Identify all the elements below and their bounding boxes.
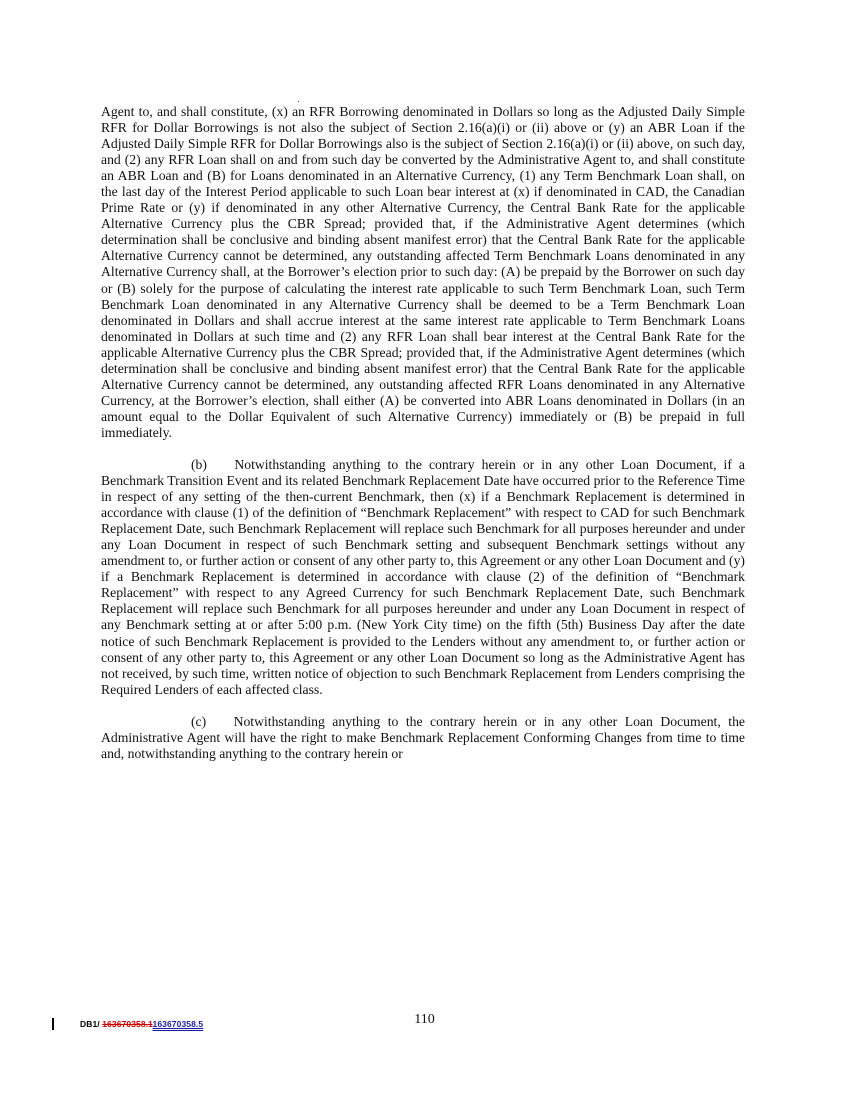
paragraph-continuation: Agent to, and shall constitute, (x) an RFR Borrowing denominated in Dollars so long as the Adjusted Daily Simple RFR for Dollar Borrowings is not also the subject of Section 2.16(a)(i) or (ii) above or (y) an ABR Loan if the Adjusted Daily Simple RFR for Dollar Borrowings also is the subject of Section 2.16(a)(i) or (ii) above, on such day, and (2) any RFR Loan shall on and from such day be converted by the Administrative Agent to, and shall constitute an ABR Loan and (B) for Loans denominated in an Alternative Currency, (1) any Term Benchmark Loan shall, on the last day of the Interest Period applicable to such Loan bear interest at (x) if denominated in CAD, the Canadian Prime Rate or (y) if denominated in any other Alternative Currency, the Central Bank Rate for the applicable Alternative Currency plus the CBR Spread; provided that, if the Administrative Agent determines (which determination shall be conclusive and binding absent manifest error) that the Central Bank Rate for the applicable Alternative Currency cannot be determined, any outstanding affected Term Benchmark Loans denominated in any Alternative Currency shall, at the Borrower’s election prior to such day: (A) be prepaid by the Borrower on such day or (B) solely for the purpose of calculating the interest rate applicable to such Term Benchmark Loan, such Term Benchmark Loan denominated in any Alternative Currency shall be deemed to be a Term Benchmark Loan denominated in Dollars and shall accrue interest at the same interest rate applicable to Term Benchmark Loans denominated in Dollars at such time and (2) any RFR Loan shall bear interest at the Central Bank Rate for the applicable Alternative Currency plus the CBR Spread; provided that, if the Administrative Agent determines (which determination shall be conclusive and binding absent manifest error) that the Central Bank Rate for the applicable Alternative Currency cannot be determined, any outstanding affected RFR Loans denominated in any Alternative Currency, at the Borrower’s election, shall either (A) be converted into ABR Loans denominated in Dollars (in an amount equal to the Dollar Equivalent of such Alternative Currency) immediately or (B) be prepaid in full immediately.	[101, 104, 745, 440]
body-text	[101, 104, 745, 778]
change-bar	[52, 1018, 54, 1030]
paragraph-clause-c: (c) Notwithstanding anything to the contrary herein or in any other Loan Document, the Administrative Agent will have the right to make Benchmark Replacement Conforming Changes from time to time and, notwithstanding anything to the contrary herein or	[101, 713, 745, 761]
paragraph-clause-b: (b) Notwithstanding anything to the contrary herein or in any other Loan Document, if a Benchmark Transition Event and its related Benchmark Replacement Date have occurred prior to the Reference Time in respect of any setting of the then-current Benchmark, then (x) if a Benchmark Replacement is determined in accordance with clause (1) of the definition of “Benchmark Replacement” with respect to CAD for such Benchmark Replacement Date, such Benchmark Replacement will replace such Benchmark for all purposes hereunder and under any Loan Document in respect of such Benchmark setting and subsequent Benchmark settings without any amendment to, or further action or consent of any other party to, this Agreement or any other Loan Document and (y) if a Benchmark Replacement is determined in accordance with clause (2) of the definition of “Benchmark Replacement” with respect to any Agreed Currency for such Benchmark Replacement Date, such Benchmark Replacement will replace such Benchmark for all purposes hereunder and under any Loan Document in respect of any Benchmark setting at or after 5:00 p.m. (New York City time) on the fifth (5th) Business Day after the date notice of such Benchmark Replacement is provided to the Lenders without any amendment to, or further action or consent of any other party to, this Agreement or any other Loan Document so long as the Administrative Agent has not received, by such time, written notice of objection to such Benchmark Replacement from Lenders comprising the Required Lenders of each affected class.	[101, 456, 745, 697]
stray-mark	[298, 101, 299, 102]
page-number: 110	[414, 1012, 435, 1027]
document-id-deleted: 163670358.1	[102, 1019, 153, 1029]
document-id	[80, 1019, 203, 1029]
document-id-prefix: DB1/	[80, 1019, 103, 1029]
document-id-inserted: 163670358.5	[152, 1019, 204, 1029]
